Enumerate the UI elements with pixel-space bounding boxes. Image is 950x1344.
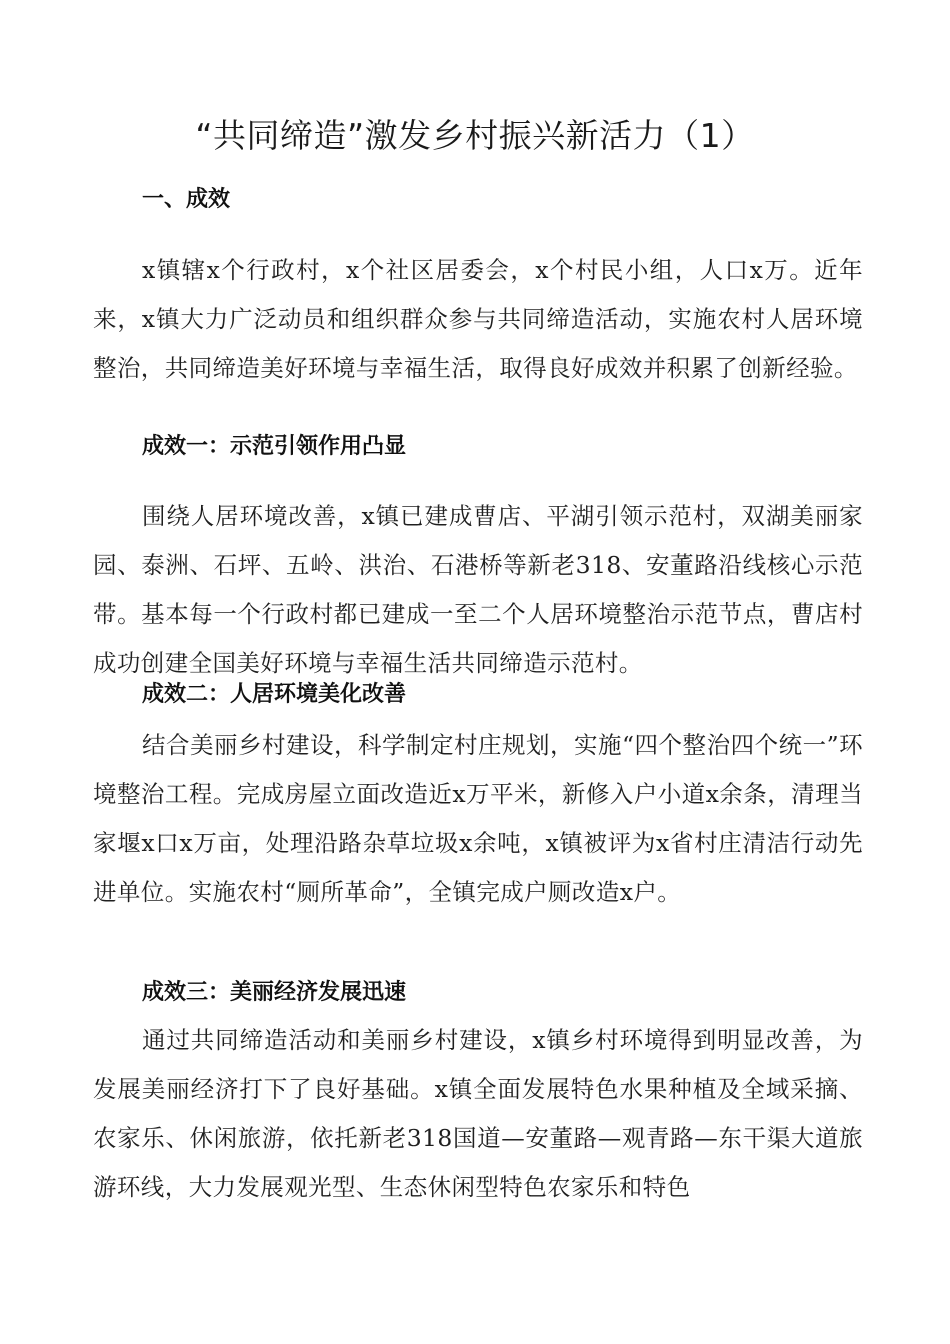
subsection-paragraph-block-1 xyxy=(93,492,863,688)
intro-paragraph: x镇辖x个行政村，x个社区居委会，x个村民小组，人口x万。近年来，x镇大力广泛动员和组织群众参与共同缔造活动，实施农村人居环境整治，共同缔造美好环境与幸福生活，取得良好成效并积累了创新经验。 xyxy=(93,256,863,382)
subsection-heading-1: 成效一：示范引领作用凸显 xyxy=(142,434,407,459)
subsection-heading-2: 成效二：人居环境美化改善 xyxy=(142,682,407,707)
subsection-paragraph-block-2 xyxy=(93,721,863,917)
document-title: “共同缔造”激发乡村振兴新活力（1） xyxy=(195,116,755,155)
intro-paragraph-block xyxy=(93,246,863,393)
subsection-heading-3: 成效三：美丽经济发展迅速 xyxy=(142,980,407,1005)
subsection-paragraph-2: 结合美丽乡村建设，科学制定村庄规划，实施“四个整治四个统一”环境整治工程。完成房屋立面改造近x万平米，新修入户小道x余条，清理当家堰x口x万亩，处理沿路杂草垃圾x余吨，x镇被评为x省村庄清洁行动先进单位。实施农村“厕所革命”，全镇完成户厕改造x户。 xyxy=(93,731,863,906)
section-heading: 一、成效 xyxy=(142,187,231,212)
subsection-paragraph-block-3 xyxy=(93,1016,863,1212)
subsection-paragraph-3: 通过共同缔造活动和美丽乡村建设，x镇乡村环境得到明显改善，为发展美丽经济打下了良好基础。x镇全面发展特色水果种植及全域采摘、农家乐、休闲旅游，依托新老318国道—安董路—观青路—东干渠大道旅游环线，大力发展观光型、生态休闲型特色农家乐和特色 xyxy=(93,1026,863,1201)
subsection-paragraph-1: 围绕人居环境改善，x镇已建成曹店、平湖引领示范村，双湖美丽家园、泰洲、石坪、五岭、洪治、石港桥等新老318、安董路沿线核心示范带。基本每一个行政村都已建成一至二个人居环境整治示范节点，曹店村成功创建全国美好环境与幸福生活共同缔造示范村。 xyxy=(93,502,863,677)
